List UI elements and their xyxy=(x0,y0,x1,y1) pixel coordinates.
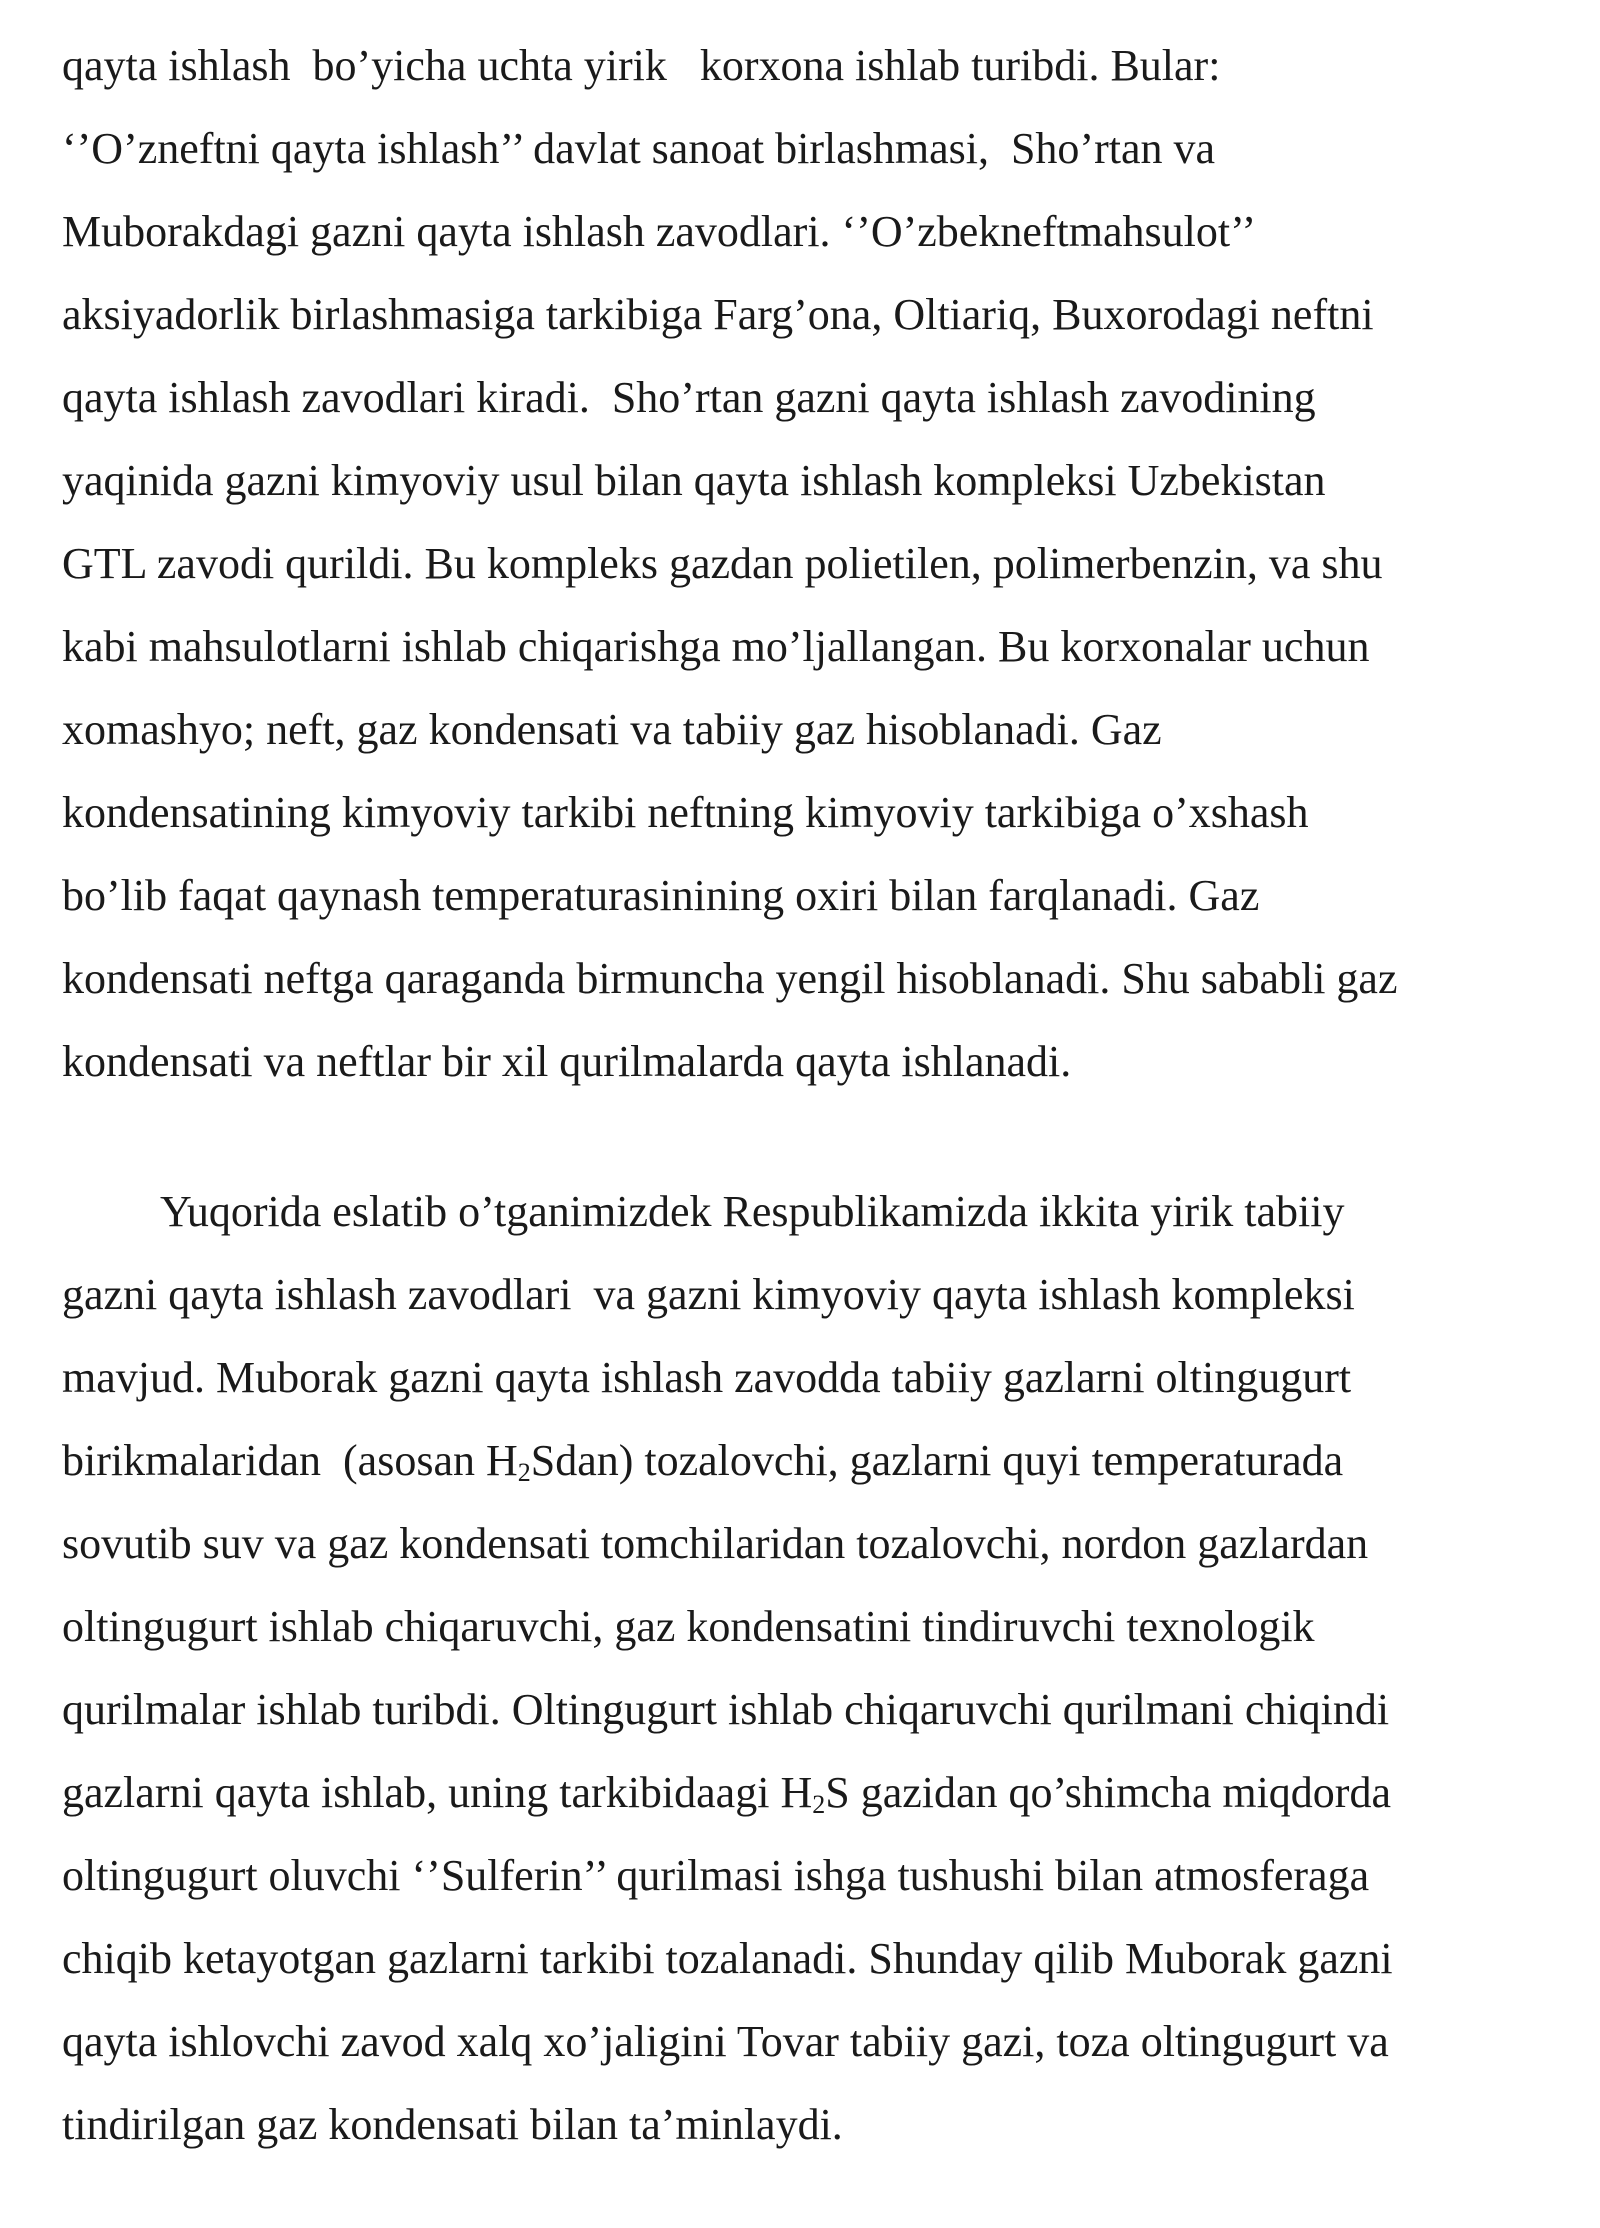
text-span: birikmalaridan (asosan H xyxy=(62,1436,518,1485)
text-line: kondensati va neftlar bir xil qurilmalarda qayta ishlanadi. xyxy=(62,1037,1072,1086)
text-line: qayta ishlovchi zavod xalq xo’jaligini Tovar tabiiy gazi, toza oltingugurt va xyxy=(62,2017,1389,2066)
text-line: mavjud. Muborak gazni qayta ishlash zavodda tabiiy gazlarni oltingugurt xyxy=(62,1353,1352,1402)
text-line: bo’lib faqat qaynash temperaturasinining oxiri bilan farqlanadi. Gaz xyxy=(62,871,1260,920)
text-line: aksiyadorlik birlashmasiga tarkibiga Farg’ona, Oltiariq, Buxorodagi neftni xyxy=(62,290,1374,339)
text-line: ‘’O’zneftni qayta ishlash’’ davlat sanoat birlashmasi, Sho’rtan va xyxy=(62,124,1216,173)
text-line: xomashyo; neft, gaz kondensati va tabiiy gaz hisoblanadi. Gaz xyxy=(62,705,1162,754)
text-line: kondensatining kimyoviy tarkibi neftning kimyoviy tarkibiga o’xshash xyxy=(62,788,1309,837)
text-span: gazlarni qayta ishlab, uning tarkibidaagi H xyxy=(62,1768,813,1817)
text-line: qayta ishlash zavodlari kiradi. Sho’rtan gazni qayta ishlash zavodining xyxy=(62,373,1316,422)
text-line: qurilmalar ishlab turibdi. Oltingugurt ishlab chiqaruvchi qurilmani chiqindi xyxy=(62,1685,1390,1734)
text-line xyxy=(62,1767,1391,1819)
text-line: oltingugurt oluvchi ‘’Sulferin’’ qurilmasi ishga tushushi bilan atmosferaga xyxy=(62,1851,1370,1900)
text-line: qayta ishlash bo’yicha uchta yirik korxona ishlab turibdi. Bular: xyxy=(62,41,1221,90)
text-line: sovutib suv va gaz kondensati tomchilaridan tozalovchi, nordon gazlardan xyxy=(62,1519,1369,1568)
text-line: Muborakdagi gazni qayta ishlash zavodlari. ‘’O’zbekneftmahsulot’’ xyxy=(62,207,1257,256)
text-line-indented: Yuqorida eslatib o’tganimizdek Respublikamizda ikkita yirik tabiiy xyxy=(160,1187,1345,1236)
text-line: tindirilgan gaz kondensati bilan ta’minlaydi. xyxy=(62,2100,843,2149)
text-span: Sdan) tozalovchi, gazlarni quyi temperaturada xyxy=(530,1436,1344,1485)
text-span: S gazidan qo’shimcha miqdorda xyxy=(825,1768,1391,1817)
text-line: GTL zavodi qurildi. Bu kompleks gazdan polietilen, polimerbenzin, va shu xyxy=(62,539,1383,588)
text-line: kabi mahsulotlarni ishlab chiqarishga mo’ljallangan. Bu korxonalar uchun xyxy=(62,622,1370,671)
text-line: chiqib ketayotgan gazlarni tarkibi tozalanadi. Shunday qilib Muborak gazni xyxy=(62,1934,1393,1983)
subscript: 2 xyxy=(517,1458,531,1487)
text-line: kondensati neftga qaraganda birmuncha yengil hisoblanadi. Shu sababli gaz xyxy=(62,954,1398,1003)
subscript: 2 xyxy=(812,1790,826,1819)
text-line: yaqinida gazni kimyoviy usul bilan qayta ishlash kompleksi Uzbekistan xyxy=(62,456,1326,505)
text-line xyxy=(62,1435,1343,1487)
text-line: oltingugurt ishlab chiqaruvchi, gaz kondensatini tindiruvchi texnologik xyxy=(62,1602,1315,1651)
text-line: gazni qayta ishlash zavodlari va gazni kimyoviy qayta ishlash kompleksi xyxy=(62,1270,1355,1319)
